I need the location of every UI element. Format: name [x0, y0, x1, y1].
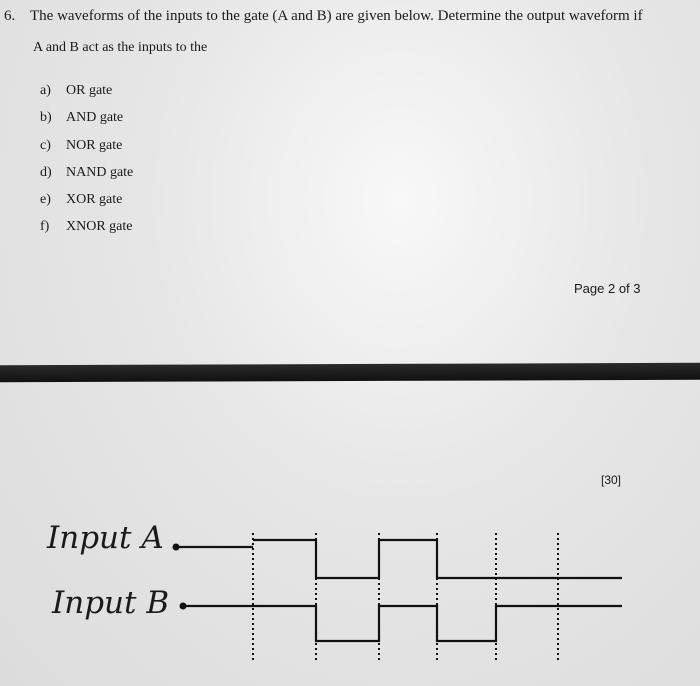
interval-guides [253, 533, 558, 662]
option-letter: e) [40, 192, 51, 207]
marks-label: [30] [601, 473, 622, 487]
question-number: 6. [4, 8, 16, 24]
page-number: Page 2 of 3 [574, 281, 641, 296]
option-text: XOR gate [66, 192, 123, 207]
option-text: AND gate [66, 110, 124, 125]
option-letter: d) [40, 165, 52, 180]
option-text: OR gate [66, 83, 113, 98]
option-letter: c) [40, 138, 51, 153]
option-text: NAND gate [66, 165, 134, 180]
option-letter: b) [40, 110, 52, 125]
option-text: NOR gate [66, 138, 123, 153]
option-letter: f) [40, 219, 50, 234]
input-a-label: Input A [47, 520, 164, 556]
question-text-continued: A and B act as the inputs to the [33, 40, 208, 55]
option-text: XNOR gate [66, 219, 133, 234]
question-text: The waveforms of the inputs to the gate (A and B) are given below. Determine the output waveform if [30, 8, 643, 24]
input-b-label: Input B [52, 585, 170, 621]
input-b-waveform [253, 606, 622, 641]
option-letter: a) [40, 83, 51, 98]
input-a-waveform [253, 540, 622, 578]
